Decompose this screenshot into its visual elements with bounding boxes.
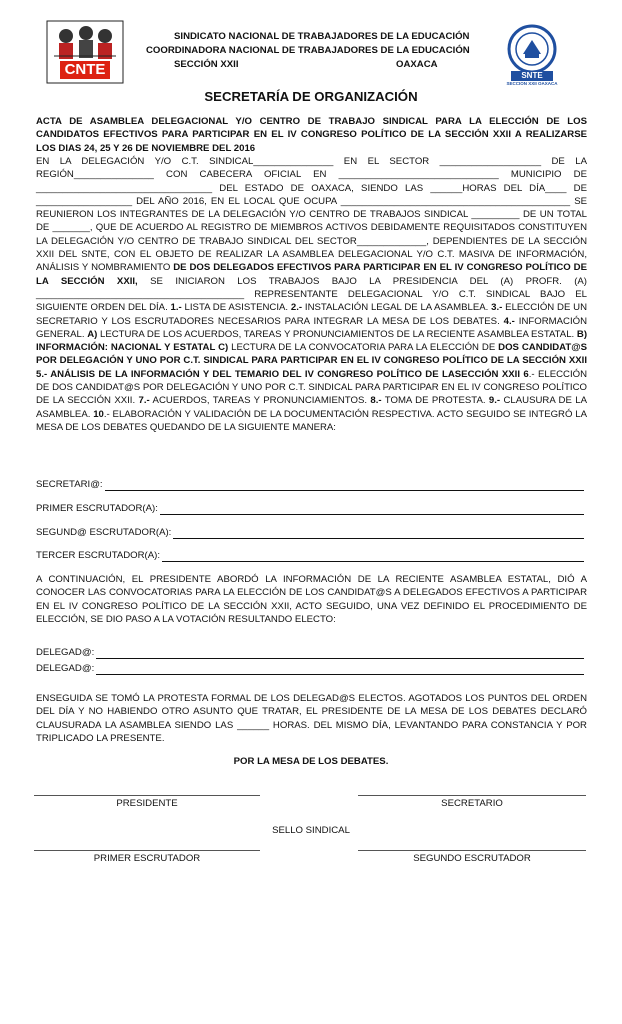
item-number-7: 7.- [138,395,150,407]
item-number-2: 2.- [290,302,303,314]
item-number-3: 3.- [491,302,503,314]
cnte-logo [46,20,124,84]
segundo-escrutador-label: SEGUND@ ESCRUTADOR(A): [36,527,172,538]
presidente-signature-line[interactable] [34,795,260,796]
tercer-escrutador-blank[interactable] [162,552,584,562]
header-section: SECCIÓN XXII [174,59,239,70]
continuation-paragraph: A CONTINUACIÓN, EL PRESIDENTE ABORDÓ LA INFORMACIÓN DE LA RECIENTE ASAMBLEA ESTATAL, DIÓ A CONOCER LAS CONVOCATORIAS PARA LA ELECCIÓN DE LOS CANDIDAT@S A DELEGADOS EFECTIVOS A PARTICIPAR EN EL IV CONGRESO POLÍTICO DE LA SECCIÓN XXII, ACTO SEGUIDO, UNA VEZ DEFINIDO EL PROCEDIMIENTO DE ELECCIÓN, SE DIO PASO A LA VOTACIÓN RESULTANDO ELECTO: [36,574,587,625]
header-line-2: COORDINADORA NACIONAL DE TRABAJADORES DE LA EDUCACIÓN [146,45,470,56]
body-text-2: SE INICIARON LOS TRABAJOS BAJO LA PRESIDENCIA DEL (A) PROFR. (A) _______________________________________ REPRESENTANTE DELEGACIONAL Y/O C.T. SINDICAL BAJO EL SIGUIENTE ORDEN DEL DÍA. [36,275,587,314]
delegado-1-label: DELEGAD@: [36,647,95,658]
closing-paragraph: ENSEGUIDA SE TOMÓ LA PROTESTA FORMAL DE LOS DELEGAD@S ELECTOS. AGOTADOS LOS PUNTOS DEL ORDEN DEL DÍA Y NO HABIENDO OTRO ASUNTO QUE TRATAR, EL PRESIDENTE DE LA MESA DE LOS DEBATES DECLARÓ CLAUSURADA LA ASAMBLEA SIENDO LAS ______ HORAS. DEL MISMO DÍA, LEVANTANDO PARA CONSTANCIA Y POR TRIPLICADO LA PRESENTE. [36,693,587,744]
item-text-6: .- ELECCIÓN DE DOS CANDIDAT@S POR DELEGACIÓN Y UNO POR C.T. SINDICAL PARA PARTICIPAR EN EL IV CONGRESO POLÍTICO DE LA SECCIÓN XXII. [36,368,588,407]
item-text-a: LECTURA DE LOS ACUERDOS, TAREAS Y PRONUNCIAMIENTOS DE LA RECIENTE ASAMBLEA ESTATAL. [97,328,577,340]
secretario-label: SECRETARI@: [36,479,103,490]
secretario-sign-label: SECRETARIO [441,798,503,809]
item-text-3: ELECCIÓN DE UN SECRETARIO Y LOS ESCRUTADORES NECESARIOS PARA INTEGRAR LA MESA DE LOS DEBATES. [36,302,588,327]
delegado-1-field[interactable] [36,646,584,659]
item-text-b: LECTURA DE LA CONVOCATORIA PARA LA ELECCIÓN DE [228,342,499,354]
presidente-label: PRESIDENTE [116,798,178,809]
item-text-2: INSTALACIÓN LEGAL DE LA ASAMBLEA. [302,302,492,314]
tercer-escrutador-label: TERCER ESCRUTADOR(A): [36,550,161,561]
primer-escrutador-sign-label: PRIMER ESCRUTADOR [93,853,201,864]
document-title: SECRETARÍA DE ORGANIZACIÓN [204,89,418,104]
item-number-1: 1.- [170,302,182,314]
delegado-1-blank[interactable] [96,649,584,659]
item-number-6: 6 [520,368,529,380]
secretario-signature-line[interactable] [358,795,586,796]
body-bold-2: DOS CANDIDAT@S POR DELEGACIÓN Y UNO POR C.T. SINDICAL PARA PARTICIPAR EN EL IV CONGRESO POLÍTICO DE LA SECCIÓN XXII 5.- ANÁLISIS DE LA INFORMACIÓN Y DEL TEMARIO DEL IV CONGRESO POLÍTICO DE LASECCIÓN XXII [36,342,588,380]
item-text-10: .- ELABORACIÓN Y VALIDACIÓN DE LA DOCUMENTACIÓN RESPECTIVA. ACTO SEGUIDO SE INTEGRÓ LA MESA DE LOS DEBATES QUEDANDO DE LA SIGUIENTE MANERA: [36,408,587,433]
header-line-1: SINDICATO NACIONAL DE TRABAJADORES DE LA EDUCACIÓN [174,31,470,42]
intro-paragraph: ACTA DE ASAMBLEA DELEGACIONAL Y/O CENTRO DE TRABAJO SINDICAL PARA LA ELECCIÓN DE LOS CANDIDATOS EFECTIVOS PARA PARTICIPAR EN EL IV CONGRESO POLÍTICO DE LA SECCIÓN XXII A REALIZARSE LOS DIAS 24, 25 Y 26 DE NOVIEMBRE DEL 2016 [36,116,587,154]
snte-logo [503,24,561,90]
sello-sindical-label: SELLO SINDICAL [272,825,350,836]
item-letter-b: B) INFORMACIÓN: NACIONAL Y ESTATAL C) [36,328,588,354]
body-paragraph [36,155,587,434]
segundo-escrutador-field[interactable] [36,526,584,539]
delegado-2-field[interactable] [36,662,584,675]
header-state: OAXACA [396,59,438,70]
segundo-escrutador-blank[interactable] [173,529,584,539]
delegado-2-blank[interactable] [96,665,584,675]
primer-escrutador-label: PRIMER ESCRUTADOR(A): [36,503,158,514]
item-number-8: 8.- [370,395,382,407]
primer-escrutador-field[interactable] [36,502,584,515]
item-text-8: TOMA DE PROTESTA. [381,395,489,407]
item-text-1: LISTA DE ASISTENCIA. [181,302,291,314]
primer-escrutador-signature-line[interactable] [34,850,260,851]
item-number-4: 4.- [503,315,515,327]
delegado-2-label: DELEGAD@: [36,663,95,674]
item-number-9: 9.- [488,395,501,407]
item-text-9: CLAUSURA DE LA ASAMBLEA. [36,395,587,420]
tercer-escrutador-field[interactable] [36,549,584,562]
secretario-blank[interactable] [105,481,584,491]
item-text-7: ACUERDOS, TAREAS Y PRONUNCIAMIENTOS. [149,395,371,407]
por-la-mesa-heading: POR LA MESA DE LOS DEBATES. [233,756,389,767]
body-text-1: EN LA DELEGACIÓN Y/O C.T. SINDICAL_______________ EN EL SECTOR ___________________ DE LA REGIÓN_______________ CON CABECERA OFICIAL EN ______________________________ MUNICIPIO DE _________________________________ DEL ESTADO DE OAXACA, SIENDO LAS ______HORAS DEL DÍA____ DE __________________ DEL AÑO 2016, EN EL LOCAL QUE OCUPA ___________________________________________ SE REUNIERON LOS INTEGRANTES DE LA DELEGACIÓN Y/O CENTRO DE TRABAJOS SINDICAL _________ DE UN TOTAL DE _______, QUE DE ACUERDO AL REGISTRO DE MIEMBROS ACTIVOS DEBIDAMENTE REQUISITADOS CONSTITUYEN LA DELEGACIÓN Y/O CENTRO DE TRABAJO SINDICAL DEL SECTOR_____________, DEPENDIENTES DE LA SECCIÓN XXII DEL SNTE, CON EL OBJETO DE REALIZAR LA ASAMBLEA DELEGACIONAL Y/O C.T. MASIVA DE INFORMACIÓN, ANÁLISIS Y NOMBRAMIENTO [36,156,587,274]
segundo-escrutador-signature-line[interactable] [358,850,586,851]
snte-logo-subtext: SECCION XXII OAXACA [506,81,558,86]
item-text-4: INFORMACIÓN GENERAL. [36,315,587,340]
body-bold-1: DE DOS DELEGADOS EFECTIVOS PARA PARTICIPAR EN EL IV CONGRESO POLÍTICO DE LA SECCIÓN XXII, [36,262,587,287]
item-letter-a: A) [87,328,98,340]
secretario-field[interactable] [36,478,584,491]
primer-escrutador-blank[interactable] [160,505,584,515]
item-number-10: 10 [93,408,104,420]
cnte-logo-text: CNTE [60,61,110,79]
segundo-escrutador-sign-label: SEGUNDO ESCRUTADOR [413,853,531,864]
snte-logo-text: SNTE [521,71,543,80]
